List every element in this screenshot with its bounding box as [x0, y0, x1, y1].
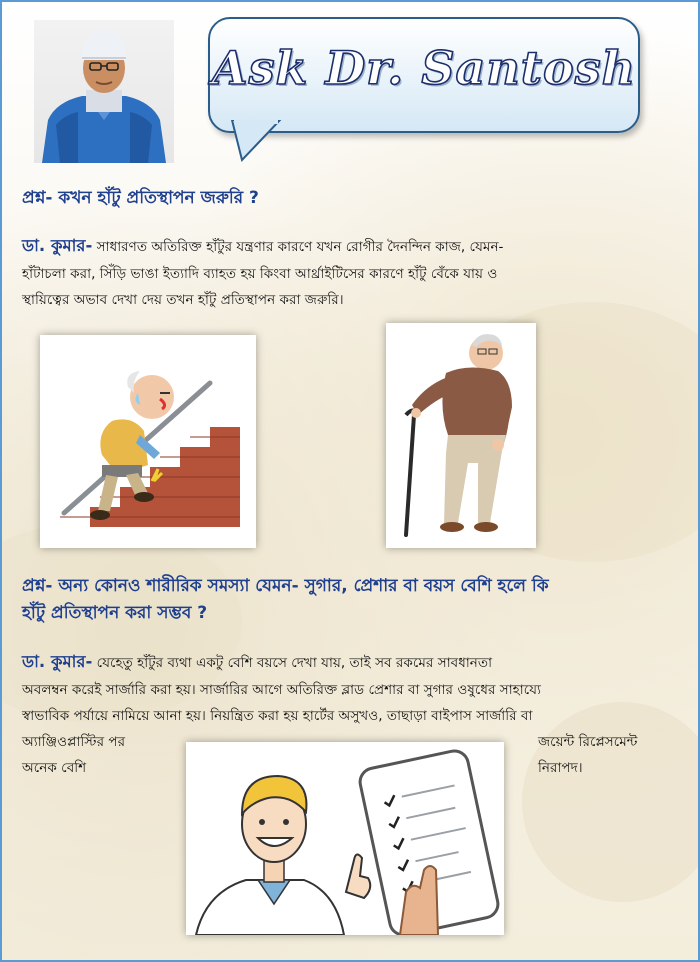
question-2 — [22, 573, 682, 627]
man-with-checklist-icon — [186, 742, 504, 935]
answer-1-line-1 — [22, 233, 682, 261]
answer-2-line-1 — [22, 649, 682, 677]
answer-2-line-2: অবলম্বন করেই সার্জারি করা হয়। সার্জারির আগে অতিরিক্ত ব্লাড প্রেশার বা সুগার ওষুধের সাহায্যে — [22, 681, 541, 698]
answer-2-line-5-left: অনেক বেশি — [22, 760, 87, 776]
elderly-man-cane-icon — [386, 323, 536, 548]
answer-1-text-1: সাধারণত অতিরিক্ত হাঁটুর যন্ত্রণার কারণে যখন রোগীর দৈনন্দিন কাজ, যেমন- — [92, 239, 504, 255]
answer-2 — [22, 649, 682, 730]
answer-1-lead: ডা. কুমার- — [22, 236, 93, 255]
answer-2-line-5-right: নিরাপদ। — [538, 760, 583, 776]
answer-1-line-2: হাঁটাচলা করা, সিঁড়ি ভাঙা ইত্যাদি ব্যাহত হয় কিংবা আর্থ্রাইটিসের কারণে হাঁটু বেঁকে যায় ও — [22, 265, 498, 282]
answer-2-line-4-right: জয়েন্ট রিপ্লেসমেন্ট — [538, 734, 638, 750]
question-1: প্রশ্ন- কখন হাঁটু প্রতিস্থাপন জরুরি ? — [22, 188, 259, 208]
answer-1 — [22, 233, 682, 314]
checklist-illustration — [186, 742, 504, 935]
question-2-line-2: হাঁটু প্রতিস্থাপন করা সম্ভব ? — [22, 603, 208, 623]
title-bubble — [208, 17, 640, 133]
answer-2-lead: ডা. কুমার- — [22, 652, 93, 671]
question-2-line-1: প্রশ্ন- অন্য কোনও শারীরিক সমস্যা যেমন- সুগার, প্রেশার বা বয়স বেশি হলে কি — [22, 576, 549, 596]
answer-2-line-4-left: অ্যাঞ্জিওপ্লাস্টির পর — [22, 734, 126, 750]
stairs-illustration — [40, 335, 256, 548]
page-title: Ask Dr. Santosh — [211, 41, 637, 95]
answer-1-line-3: স্থায়িত্বের অভাব দেখা দেয় তখন হাঁটু প্রতিস্থাপন করা জরুরি। — [22, 292, 344, 308]
elderly-man-stairs-icon — [40, 335, 256, 548]
cane-illustration — [386, 323, 536, 548]
doctor-photo — [34, 20, 174, 163]
answer-2-line-3: স্বাভাবিক পর্যায়ে নামিয়ে আনা হয়। নিয়ন্ত্রিত করা হয় হার্টের অসুখও, তাছাড়া বাইপাস সার্জারি বা — [22, 708, 533, 724]
answer-2-text-1: যেহেতু হাঁটুর ব্যথা একটু বেশি বয়সে দেখা যায়, তাই সব রকমের সাবধানতা — [92, 655, 493, 671]
bubble-tail-icon — [228, 120, 288, 162]
doctor-portrait-icon — [34, 20, 174, 163]
